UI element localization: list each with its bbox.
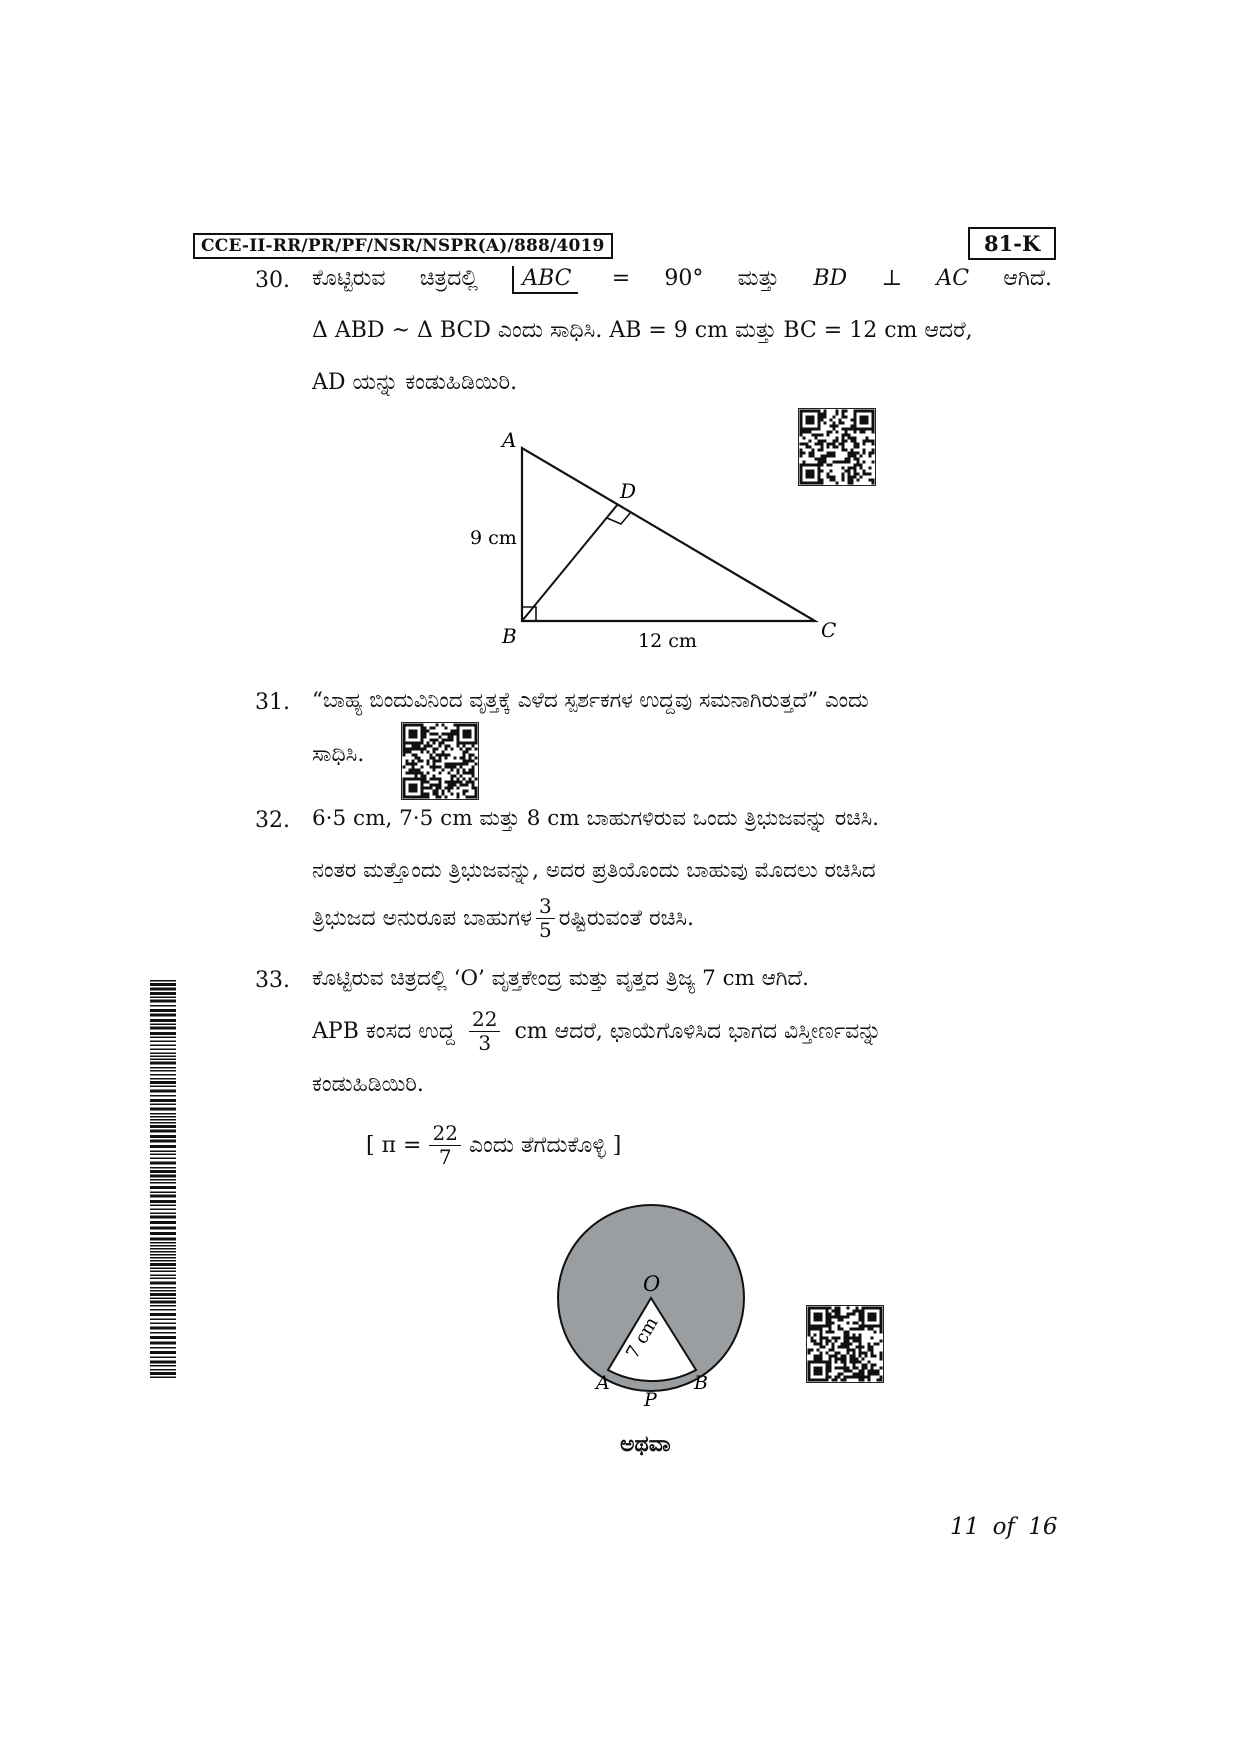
q30-triangle-figure [440, 425, 860, 665]
q32-line3-text: ರಷ್ಟಿರುವಂತೆ ರಚಿಸಿ. [558, 906, 695, 931]
pi-note-close: ಎಂದು ತೆಗೆದುಕೊಳ್ಳಿ ] [468, 1133, 622, 1158]
q33-line1: ಕೊಟ್ಟಿರುವ ಚಿತ್ರದಲ್ಲಿ ‘O’ ವೃತ್ತಕೇಂದ್ರ ಮತ್ತು ವೃತ್ತದ ತ್ರಿಜ್ಯ 7 cm ಆಗಿದೆ. [312, 966, 809, 991]
side-barcode [150, 980, 176, 1380]
pi-note-open: [ π = [366, 1133, 422, 1158]
qr-code-q33[interactable] [806, 1305, 884, 1383]
label-b: B [502, 624, 517, 648]
q32-line2: ನಂತರ ಮತ್ತೊಂದು ತ್ರಿಭುಜವನ್ನು, ಅದರ ಪ್ರತಿಯೊಂದು ಬಾಹುವು ಮೊದಲು ರಚಿಸಿದ [312, 858, 876, 883]
q30-word: ⊥ [881, 266, 903, 291]
fraction-numerator: 22 [429, 1122, 460, 1146]
q33-line2-text: cm ಆದರೆ, ಛಾಯೆಗೊಳಿಸಿದ ಭಾಗದ ವಿಸ್ತೀರ್ಣವನ್ನು [514, 1019, 882, 1044]
side-ab-length: 9 cm [470, 527, 517, 549]
angle-abc: ABC [512, 266, 577, 294]
q30-word: BD [813, 266, 848, 291]
q32-number: 32. [255, 808, 290, 833]
q32-line3-text: ತ್ರಿಭುಜದ ಅನುರೂಪ ಬಾಹುಗಳ [312, 906, 532, 931]
q30-line1 [312, 266, 1052, 294]
q30-word: 90° [664, 266, 704, 291]
fraction-three-fifths [536, 895, 555, 942]
fraction-denominator: 7 [438, 1145, 452, 1169]
segment-bd [522, 504, 618, 621]
q30-number: 30. [255, 268, 290, 293]
label-c: C [821, 618, 837, 642]
q31-number: 31. [255, 690, 290, 715]
radius-label: 7 cm [622, 1313, 663, 1363]
label-a: A [502, 428, 517, 452]
side-bc-length: 12 cm [638, 630, 697, 652]
q33-line2-text: APB ಕಂಸದ ಉದ್ದ [312, 1019, 455, 1044]
q30-word: AC [936, 266, 970, 291]
q33-circle-figure [548, 1200, 768, 1410]
pi-note [366, 1122, 621, 1169]
q32-line1: 6·5 cm, 7·5 cm ಮತ್ತು 8 cm ಬಾಹುಗಳಿರುವ ಒಂದು ತ್ರಿಭುಜವನ್ನು ರಚಿಸಿ. [312, 806, 879, 831]
label-a: A [596, 1372, 610, 1394]
q30-word: ಕೊಟ್ಟಿರುವ [312, 266, 386, 291]
q33-line3: ಕಂಡುಹಿಡಿಯಿರಿ. [312, 1072, 424, 1097]
question-paper-code: CCE-II-RR/PR/PF/NSR/NSPR(A)/888/4019 [193, 233, 613, 259]
qr-code-q30[interactable] [798, 408, 876, 486]
label-p: P [644, 1389, 657, 1410]
q33-number: 33. [255, 968, 290, 993]
fraction-denominator: 5 [538, 918, 552, 942]
q30-word: = [611, 266, 631, 291]
label-o: O [643, 1272, 661, 1296]
fraction-denominator: 3 [478, 1031, 492, 1055]
triangle-abc [522, 448, 815, 621]
q33-line2 [312, 1008, 881, 1055]
label-d: D [620, 479, 637, 503]
q31-line2: ಸಾಧಿಸಿ. [312, 742, 365, 767]
q32-line3 [312, 895, 694, 942]
page-number: 11 of 16 [950, 1514, 1058, 1540]
fraction-numerator: 22 [469, 1008, 500, 1032]
qr-code-q31[interactable] [401, 722, 479, 800]
paper-code-box: 81-K [968, 227, 1056, 260]
q30-word: ಚಿತ್ರದಲ್ಲಿ [419, 266, 478, 291]
q31-line1: “ಬಾಹ್ಯ ಬಿಂದುವಿನಿಂದ ವೃತ್ತಕ್ಕೆ ಎಳೆದ ಸ್ಪರ್ಶಕಗಳ ಉದ್ದವು ಸಮನಾಗಿರುತ್ತದೆ” ಎಂದು [312, 688, 869, 713]
or-separator: ಅಥವಾ [620, 1432, 671, 1457]
q30-line2: Δ ABD ~ Δ BCD ಎಂದು ಸಾಧಿಸಿ. AB = 9 cm ಮತ್ತು BC = 12 cm ಆದರೆ, [312, 318, 973, 343]
fraction-numerator: 3 [536, 895, 555, 919]
label-b: B [694, 1372, 708, 1394]
fraction-twentytwo-thirds [469, 1008, 500, 1055]
fraction-pi-value [429, 1122, 460, 1169]
q30-word: ಆಗಿದೆ. [1003, 266, 1052, 291]
q30-word: ಮತ್ತು [737, 266, 780, 291]
q30-line3: AD ಯನ್ನು ಕಂಡುಹಿಡಿಯಿರಿ. [312, 370, 518, 395]
